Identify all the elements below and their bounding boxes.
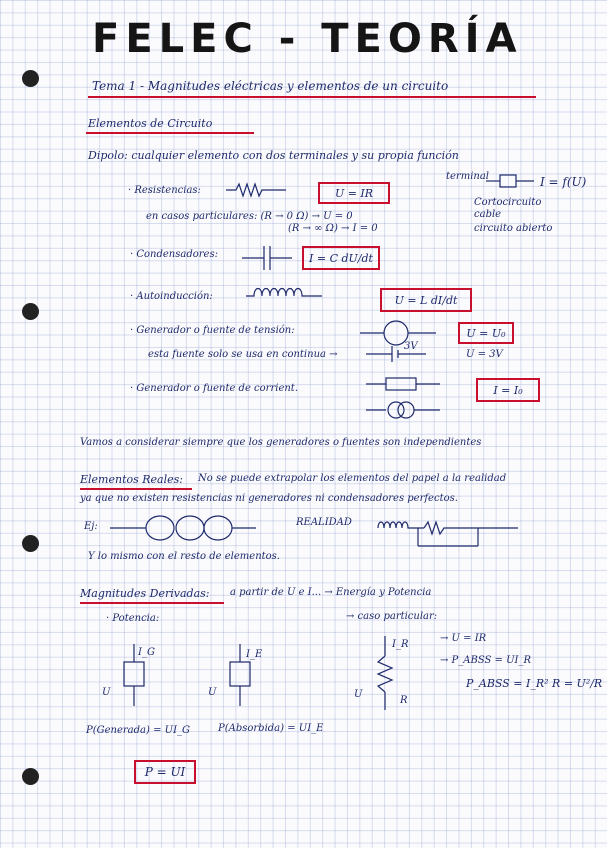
caso-particular-label: → caso particular: — [346, 611, 438, 622]
magnitudes-text: a partir de U e I... → Energía y Potencia — [230, 587, 432, 598]
generator-current-label: I_G — [138, 647, 155, 658]
fuente-nota: esta fuente solo se usa en continua → — [148, 349, 338, 360]
eq-pabs-2: P_ABSS = I_R² R = U²/R — [466, 677, 603, 690]
reales-text-3: Y lo mismo con el resto de elementos. — [88, 551, 280, 562]
tema-heading: Tema 1 - Magnitudes eléctricas y elementos de un circuito — [92, 79, 449, 93]
cortocircuito-note: Cortocircuito — [474, 197, 542, 208]
page-title: FELEC - TEORÍA — [92, 16, 523, 62]
p-generada: P(Generada) = UI_G — [86, 725, 191, 736]
resistencias-label: · Resistencias: — [128, 185, 201, 196]
resistor-label: R — [400, 695, 408, 706]
cable-note: cable — [474, 209, 502, 220]
generator-voltage-label: U — [102, 687, 111, 698]
nota-generadores: Vamos a considerar siempre que los generadores o fuentes son independientes — [80, 437, 482, 448]
reales-text-1: No se puede extrapolar los elementos del papel a la realidad — [198, 473, 507, 484]
realidad-label: REALIDAD — [296, 517, 352, 528]
generador-tension-label: · Generador o fuente de tensión: — [130, 325, 295, 336]
binder-hole — [22, 70, 39, 87]
generador-corriente-label: · Generador o fuente de corrient. — [130, 383, 298, 394]
power-eq: P = UI — [144, 765, 186, 779]
real-equivalent-circuit — [378, 518, 528, 554]
real-capacitor-drawing — [110, 514, 260, 542]
inductor-eq: U = L dI/dt — [394, 293, 458, 307]
power-eq-box — [134, 760, 196, 784]
voltage-source-eq: U = U₀ — [466, 326, 506, 340]
circuito-abierto-note: circuito abierto — [474, 223, 553, 234]
condensadores-label: · Condensadores: — [130, 249, 218, 260]
ejemplo-label: Ej: — [84, 521, 98, 532]
magnitudes-derivadas-heading: Magnitudes Derivadas: — [80, 587, 210, 600]
current-source-eq: I = I₀ — [493, 383, 523, 397]
voltage-3v-eq: U = 3V — [466, 349, 503, 360]
resistor-current-label: I_R — [392, 639, 409, 650]
function-eq: I = f(U) — [540, 175, 587, 189]
p-absorbida: P(Absorbida) = UI_E — [218, 723, 324, 734]
eq-pabs-1: → P_ABSS = UI_R — [440, 655, 532, 666]
section-heading: Elementos de Circuito — [88, 117, 213, 130]
inductor-eq-box — [380, 288, 472, 312]
underline — [80, 488, 192, 490]
dipole-box-symbol — [486, 174, 536, 188]
battery-voltage-label: 3V — [404, 341, 418, 352]
binder-hole — [22, 768, 39, 785]
battery-symbol — [366, 341, 436, 364]
element-voltage-label: U — [208, 687, 217, 698]
terminal-note: terminal — [446, 171, 489, 182]
underline — [80, 602, 224, 604]
underline — [86, 132, 254, 134]
casos-particulares-2: (R → ∞ Ω) → I = 0 — [288, 223, 378, 234]
generator-circuit-drawing — [104, 640, 164, 710]
capacitor-eq-box — [302, 246, 380, 270]
element-current-label: I_E — [246, 649, 263, 660]
autoinduccion-label: · Autoinducción: — [130, 291, 213, 302]
ohm-law-box — [318, 182, 390, 204]
current-source-symbol — [366, 370, 446, 420]
potencia-label: · Potencia: — [106, 613, 160, 624]
binder-hole — [22, 535, 39, 552]
eq-u-ir: → U = IR — [440, 633, 487, 644]
reales-text-2: ya que no existen resistencias ni generadores ni condensadores perfectos. — [80, 493, 458, 504]
ohm-law: U = IR — [334, 186, 374, 200]
elementos-reales-heading: Elementos Reales: — [80, 473, 183, 486]
capacitor-eq: I = C dU/dt — [309, 251, 373, 265]
underline — [88, 96, 536, 98]
current-source-eq-box — [476, 378, 540, 402]
resistor-voltage-label: U — [354, 689, 363, 700]
capacitor-symbol — [242, 240, 302, 276]
binder-hole — [22, 303, 39, 320]
voltage-source-eq-box — [458, 322, 514, 344]
resistor-symbol — [226, 180, 296, 202]
casos-particulares: en casos particulares: (R → 0 Ω) → U = 0 — [146, 211, 353, 222]
inductor-symbol — [246, 284, 336, 306]
dipolo-definition: Dipolo: cualquier elemento con dos terminales y su propia función — [88, 149, 459, 162]
